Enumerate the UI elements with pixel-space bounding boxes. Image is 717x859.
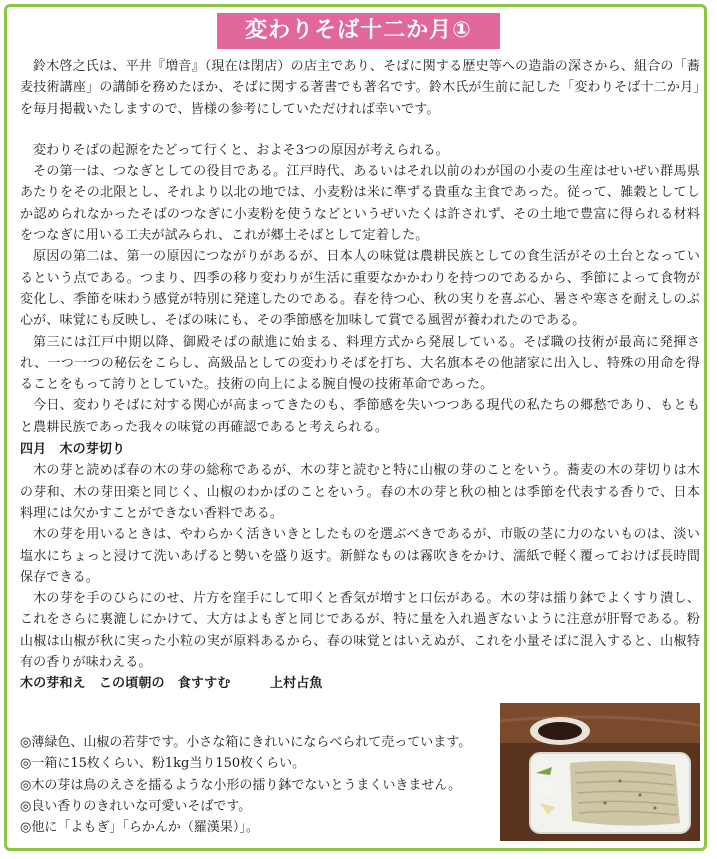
- note-item: ◎他に「よもぎ」「らかんか（羅漢果）」。: [20, 820, 259, 836]
- section-heading: 四月 木の芽切り: [20, 442, 126, 458]
- notes-list: [20, 732, 500, 838]
- soba-photo: [500, 703, 700, 841]
- note-item: ◎木の芽は鳥のえさを擂るような小形の擂り鉢でないとうまくいきません。: [20, 777, 462, 793]
- body-paragraph-5: 今日、変わりそばに対する関心が高まってきたのも、季節感を失いつつある現代の私たちの郷愁であり、もともと農耕民族であった我々の味覚の再確認であると考えられる。: [20, 398, 700, 435]
- note-item: ◎一箱に15枚くらい、粉1kg当り150枚くらい。: [20, 756, 306, 772]
- note-item: ◎薄緑色、山椒の若芽です。小さな箱にきれいにならべられて売っています。: [20, 735, 472, 750]
- intro-paragraph: 鈴木啓之氏は、平井『増音』（現在は閉店）の店主であり、そばに関する歴史等への造詣の深さから、組合の「蕎麦技術講座」の講師を務めたほか、そばに関する著書でも著名です。鈴木氏が生前に記した「変わりそば十二か月」を毎月掲載いたしますので、皆様の参考にしていただければ幸いです。: [20, 59, 700, 117]
- section-paragraph-1: 木の芽と読めば春の木の芽の総称であるが、木の芽と読むと特に山椒の芽のことをいう。蕎麦の木の芽切りは木の芽和、木の芽田楽と同じく、山椒のわかばのことをいう。春の木の芽と秋の柚とは季節を代表する香りで、日本料理には欠かすことができない香料である。: [20, 463, 700, 521]
- section-paragraph-3: 木の芽を手のひらにのせ、片方を窪手にして叩くと香気が増すと口伝がある。木の芽は擂り鉢でよくすり潰し、これをさらに裏漉しにかけて、大方はよもぎと同じであるが、特に量を入れ過ぎないように注意が肝腎である。粉山椒は山椒が秋に実った小粒の実が原料あるから、春の味覚とはいえぬが、これを小量そばに混入すると、山椒特有の香りが味わえる。: [20, 591, 700, 671]
- soba-plate-illustration: [500, 703, 700, 841]
- body-paragraph-3: 原因の第二は、第一の原因につながりがあるが、日本人の味覚は農耕民族としての食生活がその土台となっているという点である。つまり、四季の移り変わりが生活に重要なかかわりを持つのであるから、季節によって食物が変化し、季節を味わう感覚が特別に発達したのである。春を待つ心、秋の実りを喜ぶ心、暑さや寒さを耐えしのぶ心が、味覚にも反映し、そばの味にも、その季節感を加味して賞でる風習が養われたのである。: [20, 249, 700, 329]
- article-body: [20, 56, 700, 695]
- body-paragraph-1: 変わりそばの起源をたどって行くと、およそ3つの原因が考えられる。: [33, 142, 449, 158]
- body-paragraph-4: 第三には江戸中期以降、御殿そばの献進に始まる、料理方式から発展している。そば職の技術が最高に発揮され、一つ一つの秘伝をこらし、高級品としての変わりそばを打ち、大名旗本その他諸家に出入し、特殊の用命を得ることをもって誇りとしていた。技術の向上による腕自慢の技術革命であった。: [20, 334, 700, 393]
- article-title: 変わりそば十二か月①: [217, 13, 500, 49]
- haiku-line: 木の芽和え この頃朝の 食すすむ 上村占魚: [20, 676, 323, 692]
- section-paragraph-2: 木の芽を用いるときは、やわらかく活きいきとしたものを選ぶべきであるが、市販の茎に力のないものは、淡い塩水にちょっと浸けて洗いあげると勢いを盛り返す。新鮮なものは霧吹きをかけ、濡紙で軽く覆っておけば長時間保存できる。: [20, 527, 700, 585]
- note-item: ◎良い香りのきれいな可愛いそばです。: [20, 798, 252, 814]
- body-paragraph-2: その第一は、つなぎとしての役目である。江戸時代、あるいはそれ以前のわが国の小麦の生産はせいぜい群馬県あたりをその北限とし、それより以北の地では、小麦粉は米に準ずる貴重な主食であった。従って、雑穀としてしか認められなかったそばのつなぎに小麦粉を使うなどというぜいたくは許されず、その土地で豊富に得られる材料をつなぎに用いる工夫が試みられ、これが郷土そばとして定着した。: [20, 164, 700, 244]
